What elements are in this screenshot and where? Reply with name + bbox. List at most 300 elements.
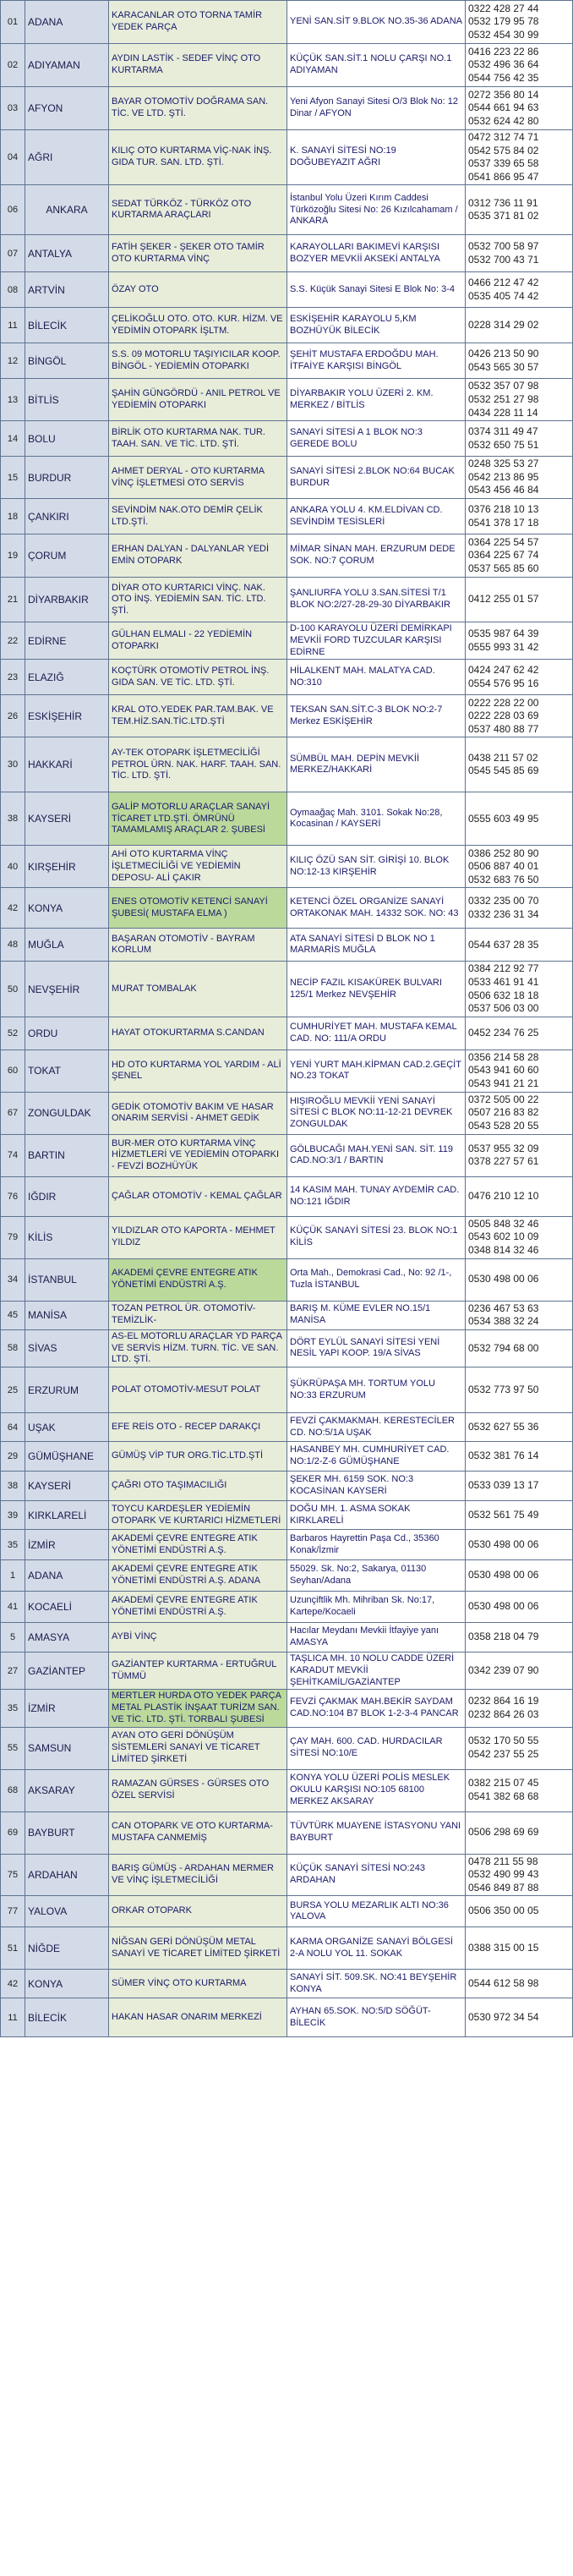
phone-number: 0535 987 64 39 (468, 628, 539, 640)
table-row (1, 1258, 573, 1301)
row-phones (466, 578, 573, 622)
row-phones (466, 343, 573, 379)
phone-number: 0505 848 32 46 (468, 1217, 539, 1230)
row-phones (466, 1472, 573, 1501)
row-city: KONYA (25, 1970, 109, 1998)
row-company: AKADEMİ ÇEVRE ENTEGRE ATIK YÖNETİMİ ENDÜSTRİ A.Ş. (109, 1592, 287, 1623)
row-phones (466, 1769, 573, 1811)
row-address: ŞEKER MH. 6159 SOK. NO:3 KOCASİNAN KAYSERİ (287, 1472, 466, 1501)
row-address: MİMAR SİNAN MAH. ERZURUM DEDE SOK. NO:7 ÇORUM (287, 534, 466, 578)
table-row (1, 185, 573, 235)
phone-number: 0322 428 27 44 (468, 2, 539, 14)
phone-number: 0332 235 00 70 (468, 895, 539, 907)
table-row (1, 1413, 573, 1442)
row-city: KİLİS (25, 1216, 109, 1258)
row-city: BAYBURT (25, 1811, 109, 1854)
table-row (1, 1927, 573, 1970)
phone-number: 0532 381 76 14 (468, 1450, 539, 1462)
row-address: DÖRT EYLÜL SANAYİ SİTESİ YENİ NESİL YAPI KOOP. 19/A SİVAS (287, 1329, 466, 1367)
row-phones (466, 1854, 573, 1896)
phone-number: 0555 603 49 95 (468, 812, 539, 825)
row-company: MURAT TOMBALAK (109, 962, 287, 1017)
phone-number: 0358 218 04 79 (468, 1631, 539, 1643)
table-row (1, 1690, 573, 1727)
row-phones (466, 1092, 573, 1134)
phone-number: 0312 736 11 91 (468, 196, 538, 209)
row-company: POLAT OTOMOTİV-MESUT POLAT (109, 1367, 287, 1413)
row-code: 11 (1, 308, 25, 343)
phone-number: 0506 350 00 05 (468, 1905, 539, 1917)
table-row (1, 1592, 573, 1623)
row-address: ANKARA YOLU 4. KM.ELDİVAN CD. SEVİNDİM TESİSLERİ (287, 499, 466, 534)
row-code: 77 (1, 1896, 25, 1927)
row-address: SANAYİ SİTESİ 2.BLOK NO:64 BUCAK BURDUR (287, 457, 466, 499)
row-company: KRAL OTO.YEDEK PAR.TAM.BAK. VE TEM.HİZ.SAN.TİC.LTD.ŞTİ (109, 695, 287, 737)
row-address: KARAYOLLARI BAKIMEVİ KARŞISI BOZYER MEVKİİ AKSEKİ ANTALYA (287, 235, 466, 272)
row-code: 35 (1, 1690, 25, 1727)
phone-number: 0424 247 62 42 (468, 664, 539, 677)
row-phones (466, 1050, 573, 1092)
phone-number: 0532 170 50 55 (468, 1735, 539, 1747)
row-company: AKADEMİ ÇEVRE ENTEGRE ATIK YÖNETİMİ ENDÜSTRİ A.Ş. (109, 1258, 287, 1301)
row-city: KIRŞEHİR (25, 846, 109, 888)
phone-number: 0532 490 99 43 (468, 1868, 539, 1881)
row-phones (466, 272, 573, 308)
table-row (1, 87, 573, 130)
row-company: HAYAT OTOKURTARMA S.CANDAN (109, 1017, 287, 1050)
phone-number: 0530 972 34 54 (468, 2010, 539, 2023)
row-code: 04 (1, 130, 25, 185)
phone-number: 0537 565 85 60 (468, 562, 539, 574)
row-city: BİTLİS (25, 379, 109, 421)
row-code: 41 (1, 1592, 25, 1623)
table-row (1, 1442, 573, 1472)
table-row (1, 929, 573, 962)
row-address: FEVZİ ÇAKMAKMAH. KERESTECİLER CD. NO:5/1A UŞAK (287, 1413, 466, 1442)
row-company: AKADEMİ ÇEVRE ENTEGRE ATIK YÖNETİMİ ENDÜSTRİ A.Ş. (109, 1530, 287, 1560)
row-company: AKADEMİ ÇEVRE ENTEGRE ATIK YÖNETİMİ ENDÜSTRİ A.Ş. ADANA (109, 1560, 287, 1592)
phone-number: 0530 498 00 06 (468, 1273, 539, 1285)
table-row (1, 379, 573, 421)
phone-number: 0232 864 26 03 (468, 1707, 539, 1720)
phone-number: 0372 505 00 22 (468, 1093, 539, 1105)
row-address: YENİ SAN.SİT 9.BLOK NO.35-36 ADANA (287, 1, 466, 44)
row-city: DİYARBAKIR (25, 578, 109, 622)
table-row (1, 1652, 573, 1690)
row-city: KAYSERİ (25, 1472, 109, 1501)
row-address: ŞÜKRÜPAŞA MH. TORTUM YOLU NO:33 ERZURUM (287, 1367, 466, 1413)
table-row (1, 660, 573, 695)
row-company: AHMET DERYAL - OTO KURTARMA VİNÇ İŞLETMESİ OTO SERVİS (109, 457, 287, 499)
row-code: 06 (1, 185, 25, 235)
row-phones (466, 1896, 573, 1927)
row-code: 60 (1, 1050, 25, 1092)
phone-number: 0506 298 69 69 (468, 1826, 539, 1839)
row-phones (466, 660, 573, 695)
row-phones (466, 534, 573, 578)
row-code: 42 (1, 1970, 25, 1998)
row-code: 76 (1, 1176, 25, 1216)
phone-number: 0545 545 85 69 (468, 765, 539, 777)
row-address: SANAYİ SİT. 509.SK. NO:41 BEYŞEHİR KONYA (287, 1970, 466, 1998)
row-company: DİYAR OTO KURTARICI VİNÇ. NAK. OTO İNŞ. YEDİEMİN SAN. TİC. LTD. ŞTİ. (109, 578, 287, 622)
row-phones (466, 1367, 573, 1413)
row-code: 52 (1, 1017, 25, 1050)
table-row (1, 1472, 573, 1501)
row-address: 14 KASIM MAH. TUNAY AYDEMİR CAD. NO:121 IĞDIR (287, 1176, 466, 1216)
row-city: BİLECİK (25, 1998, 109, 2037)
phone-number: 0544 637 28 35 (468, 938, 539, 951)
row-code: 14 (1, 421, 25, 457)
row-code: 58 (1, 1329, 25, 1367)
phone-number: 0532 650 75 51 (468, 438, 539, 451)
row-code: 07 (1, 235, 25, 272)
row-company: BUR-MER OTO KURTARMA VİNÇ HİZMETLERİ VE YEDİEMİN OTOPARKI - FEVZİ BOZHÜYÜK (109, 1134, 287, 1176)
row-company: ÇELİKOĞLU OTO. OTO. KUR. HİZM. VE YEDİMİN OTOPARK İŞLTM. (109, 308, 287, 343)
row-company: AY-TEK OTOPARK İŞLETMECİLİĞİ PETROL ÜRN. NAK. HARF. TAAH. SAN. TİC. LTD. ŞTİ. (109, 737, 287, 792)
row-code: 38 (1, 1472, 25, 1501)
phone-number: 0342 239 07 90 (468, 1663, 539, 1676)
row-address: AYHAN 65.SOK. NO:5/D SÖĞÜT-BİLECİK (287, 1998, 466, 2037)
phone-number: 0532 454 30 99 (468, 28, 539, 41)
row-code: 08 (1, 272, 25, 308)
table-row (1, 1970, 573, 1998)
row-address: KÜÇÜK SAN.SİT.1 NOLU ÇARŞI NO.1 ADIYAMAN (287, 44, 466, 87)
row-code: 42 (1, 888, 25, 929)
row-city: ÇANKIRI (25, 499, 109, 534)
phone-number: 0544 756 42 35 (468, 71, 539, 84)
row-company: MERTLER HURDA OTO YEDEK PARÇA METAL PLASTİK İNŞAAT TURİZM SAN. VE TİC. LTD. ŞTİ. TORBALI ŞUBESİ (109, 1690, 287, 1727)
phone-number: 0466 212 47 42 (468, 277, 539, 289)
row-city: ADANA (25, 1, 109, 44)
row-code: 23 (1, 660, 25, 695)
row-city: KAYSERİ (25, 792, 109, 846)
phone-number: 0532 624 42 80 (468, 114, 539, 127)
row-phones (466, 457, 573, 499)
row-code: 13 (1, 379, 25, 421)
row-company: ŞAHİN GÜNGÖRDÜ - ANIL PETROL VE YEDİEMİN OTOPARKI (109, 379, 287, 421)
phone-number: 0530 498 00 06 (468, 1537, 539, 1550)
phone-number: 0537 480 88 77 (468, 722, 539, 735)
row-company: KARACANLAR OTO TORNA TAMİR YEDEK PARÇA (109, 1, 287, 44)
row-phones (466, 962, 573, 1017)
phone-number: 0382 215 07 45 (468, 1777, 539, 1789)
row-code: 35 (1, 1530, 25, 1560)
row-city: İZMİR (25, 1530, 109, 1560)
row-city: BURDUR (25, 457, 109, 499)
row-address: CUMHURİYET MAH. MUSTAFA KEMAL CAD. NO: 111/A ORDU (287, 1017, 466, 1050)
phone-number: 0384 212 92 77 (468, 962, 539, 975)
row-address: ÇAY MAH. 600. CAD. HURDACILAR SİTESİ NO:10/E (287, 1727, 466, 1769)
table-row (1, 130, 573, 185)
phone-number: 0348 814 32 46 (468, 1243, 539, 1256)
table-row (1, 1854, 573, 1896)
table-row (1, 1367, 573, 1413)
table-row (1, 499, 573, 534)
phone-number: 0228 314 29 02 (468, 319, 539, 332)
row-address: S.S. Küçük Sanayi Sitesi E Blok No: 3-4 (287, 272, 466, 308)
row-code: 75 (1, 1854, 25, 1896)
row-city: YALOVA (25, 1896, 109, 1927)
row-address: YENİ YURT MAH.KİPMAN CAD.2.GEÇİT NO.23 TOKAT (287, 1050, 466, 1092)
phone-number: 0452 234 76 25 (468, 1026, 539, 1039)
row-city: ADIYAMAN (25, 44, 109, 87)
row-phones (466, 1623, 573, 1652)
row-code: 27 (1, 1652, 25, 1690)
row-company: RAMAZAN GÜRSES - GÜRSES OTO ÖZEL SERVİSİ (109, 1769, 287, 1811)
row-code: 67 (1, 1092, 25, 1134)
table-row (1, 1727, 573, 1769)
row-company: AYDIN LASTİK - SEDEF VİNÇ OTO KURTARMA (109, 44, 287, 87)
row-city: AMASYA (25, 1623, 109, 1652)
row-address: KETENCİ ÖZEL ORGANİZE SANAYİ ORTAKONAK MAH. 14332 SOK. NO: 43 (287, 888, 466, 929)
row-code: 45 (1, 1301, 25, 1329)
row-company: BARIŞ GÜMÜŞ - ARDAHAN MERMER VE VİNÇ İŞLETMECİLİĞİ (109, 1854, 287, 1896)
service-table-body (1, 1, 573, 2037)
row-city: TOKAT (25, 1050, 109, 1092)
row-address: TÜVTÜRK MUAYENE İSTASYONU YANI BAYBURT (287, 1811, 466, 1854)
row-phones (466, 1134, 573, 1176)
row-city: ESKİŞEHİR (25, 695, 109, 737)
table-row (1, 622, 573, 660)
phone-number: 0542 213 86 95 (468, 470, 539, 483)
row-company: AS-EL MOTORLU ARAÇLAR YD PARÇA VE SERVİS HİZM. TURN. TİC. VE SAN. LTD. ŞTİ. (109, 1329, 287, 1367)
table-row (1, 1, 573, 44)
row-code: 40 (1, 846, 25, 888)
phone-number: 0554 576 95 16 (468, 677, 539, 689)
row-phones (466, 1530, 573, 1560)
row-city: ARDAHAN (25, 1854, 109, 1896)
row-company: EFE REİS OTO - RECEP DARAKÇI (109, 1413, 287, 1442)
table-row (1, 343, 573, 379)
row-city: SAMSUN (25, 1727, 109, 1769)
phone-number: 0232 864 16 19 (468, 1695, 539, 1707)
table-row (1, 1623, 573, 1652)
row-phones (466, 1560, 573, 1592)
row-city: ANTALYA (25, 235, 109, 272)
row-city: ERZURUM (25, 1367, 109, 1413)
row-city: NEVŞEHİR (25, 962, 109, 1017)
row-phones (466, 235, 573, 272)
row-code: 74 (1, 1134, 25, 1176)
row-city: IĞDIR (25, 1176, 109, 1216)
table-row (1, 1017, 573, 1050)
phone-number: 0532 700 58 97 (468, 240, 539, 253)
row-code: 50 (1, 962, 25, 1017)
row-code: 25 (1, 1367, 25, 1413)
phone-number: 0535 371 81 02 (468, 210, 539, 222)
row-code: 15 (1, 457, 25, 499)
phone-number: 0532 794 68 00 (468, 1341, 539, 1354)
phone-number: 0416 223 22 86 (468, 45, 539, 58)
row-city: AFYON (25, 87, 109, 130)
row-address: Oymaağaç Mah. 3101. Sokak No:28, Kocasinan / KAYSERİ (287, 792, 466, 846)
row-company: AYAN OTO GERİ DÖNÜŞÜM SİSTEMLERİ SANAYİ VE TİCARET LİMİTED ŞİRKETİ (109, 1727, 287, 1769)
row-phones (466, 87, 573, 130)
phone-number: 0543 456 46 84 (468, 484, 539, 496)
phone-number: 0374 311 49 47 (468, 425, 538, 438)
phone-number: 0388 315 00 15 (468, 1941, 539, 1954)
row-company: KOÇTÜRK OTOMOTİV PETROL İNŞ. GIDA SAN. VE TİC. LTD. ŞTİ. (109, 660, 287, 695)
phone-number: 0532 179 95 78 (468, 15, 539, 28)
row-phones (466, 1998, 573, 2037)
phone-number: 0532 627 55 36 (468, 1420, 539, 1433)
row-company: ÇAĞLAR OTOMOTİV - KEMAL ÇAĞLAR (109, 1176, 287, 1216)
table-row (1, 1998, 573, 2037)
row-address: BURSA YOLU MEZARLIK ALTI NO:36 YALOVA (287, 1896, 466, 1927)
row-company: FATİH ŞEKER - ŞEKER OTO TAMİR OTO KURTARMA VİNÇ (109, 235, 287, 272)
row-code: 21 (1, 578, 25, 622)
row-address: HİLALKENT MAH. MALATYA CAD. NO:310 (287, 660, 466, 695)
row-code: 79 (1, 1216, 25, 1258)
phone-number: 0544 661 94 63 (468, 101, 539, 114)
row-city: NİĞDE (25, 1927, 109, 1970)
table-row (1, 534, 573, 578)
row-company: TOZAN PETROL ÜR. OTOMOTİV-TEMİZLİK- (109, 1301, 287, 1329)
row-address: HIŞIROĞLU MEVKİİ YENİ SANAYİ SİTESİ C BLOK NO:11-12-21 DEVREK ZONGULDAK (287, 1092, 466, 1134)
table-row (1, 457, 573, 499)
table-row (1, 695, 573, 737)
phone-number: 0532 561 75 49 (468, 1508, 539, 1521)
row-code: 64 (1, 1413, 25, 1442)
row-company: S.S. 09 MOTORLU TAŞIYICILAR KOOP. BİNGÖL - YEDİEMİN OTOPARKI (109, 343, 287, 379)
table-row (1, 1811, 573, 1854)
phone-number: 0378 227 57 61 (468, 1155, 539, 1168)
row-phones (466, 1, 573, 44)
row-city: HAKKARİ (25, 737, 109, 792)
phone-number: 0356 214 58 28 (468, 1050, 539, 1063)
row-address: KÜÇÜK SANAYİ SİTESİ NO:243 ARDAHAN (287, 1854, 466, 1896)
phone-number: 0543 565 30 57 (468, 360, 539, 373)
row-city: BARTIN (25, 1134, 109, 1176)
phone-number: 0532 700 43 71 (468, 253, 539, 266)
row-address: Hacılar Meydanı Mevkii İtfayiye yanı AMASYA (287, 1623, 466, 1652)
row-city: İZMİR (25, 1690, 109, 1727)
row-phones (466, 846, 573, 888)
table-row (1, 1216, 573, 1258)
row-address: Yeni Afyon Sanayi Sitesi O/3 Blok No: 12 Dinar / AFYON (287, 87, 466, 130)
row-code: 22 (1, 622, 25, 660)
table-row (1, 962, 573, 1017)
row-city: UŞAK (25, 1413, 109, 1442)
row-phones (466, 44, 573, 87)
row-city: ANKARA (25, 185, 109, 235)
phone-number: 0543 941 21 21 (468, 1077, 539, 1090)
phone-number: 0506 887 40 01 (468, 860, 539, 873)
row-address: 55029. Sk. No:2, Sakarya, 01130 Seyhan/Adana (287, 1560, 466, 1592)
phone-number: 0530 498 00 06 (468, 1600, 539, 1613)
row-code: 5 (1, 1623, 25, 1652)
table-row (1, 235, 573, 272)
table-row (1, 1092, 573, 1134)
table-row (1, 1050, 573, 1092)
row-address: KILIÇ ÖZÜ SAN SİT. GİRİŞİ 10. BLOK NO:12-13 KIRŞEHİR (287, 846, 466, 888)
phone-number: 0530 498 00 06 (468, 1569, 539, 1581)
phone-number: 0386 252 80 90 (468, 847, 539, 859)
row-company: GÜLHAN ELMALI - 22 YEDİEMİN OTOPARKI (109, 622, 287, 660)
row-company: SEVİNDİM NAK.OTO DEMİR ÇELİK LTD.ŞTİ. (109, 499, 287, 534)
phone-number: 0222 228 22 00 (468, 696, 539, 709)
row-address: KONYA YOLU ÜZERİ POLİS MESLEK OKULU KARŞISI NO:105 68100 MERKEZ AKSARAY (287, 1769, 466, 1811)
row-city: ARTVİN (25, 272, 109, 308)
table-row (1, 1560, 573, 1592)
row-code: 30 (1, 737, 25, 792)
row-code: 12 (1, 343, 25, 379)
row-phones (466, 1727, 573, 1769)
row-city: ÇORUM (25, 534, 109, 578)
row-address: ŞEHİT MUSTAFA ERDOĞDU MAH. İTFAİYE KARŞISI BİNGÖL (287, 343, 466, 379)
row-phones (466, 1176, 573, 1216)
row-phones (466, 1970, 573, 1998)
phone-number: 0532 251 27 98 (468, 392, 539, 405)
row-phones (466, 1501, 573, 1530)
phone-number: 0364 225 54 57 (468, 535, 539, 548)
row-address: DOĞU MH. 1. ASMA SOKAK KIRKLARELİ (287, 1501, 466, 1530)
row-code: 34 (1, 1258, 25, 1301)
row-phones (466, 1258, 573, 1301)
row-company: ÇAĞRI OTO TAŞIMACILIĞI (109, 1472, 287, 1501)
row-company: SÜMER VİNÇ OTO KURTARMA (109, 1970, 287, 1998)
row-phones (466, 695, 573, 737)
row-city: MUĞLA (25, 929, 109, 962)
phone-number: 0472 312 74 71 (468, 131, 539, 143)
row-city: BOLU (25, 421, 109, 457)
phone-number: 0364 225 67 74 (468, 549, 539, 562)
table-row (1, 1176, 573, 1216)
table-row (1, 1501, 573, 1530)
phone-number: 0543 602 10 09 (468, 1230, 539, 1243)
row-phones (466, 1301, 573, 1329)
row-phones (466, 1652, 573, 1690)
row-code: 29 (1, 1442, 25, 1472)
row-company: HD OTO KURTARMA YOL YARDIM - ALİ ŞENEL (109, 1050, 287, 1092)
row-address: GÖLBUCAĞI MAH.YENİ SAN. SİT. 119 CAD.NO:3/1 / BARTIN (287, 1134, 466, 1176)
row-city: ZONGULDAK (25, 1092, 109, 1134)
row-company: AYBİ VİNÇ (109, 1623, 287, 1652)
row-company: ERHAN DALYAN - DALYANLAR YEDİ EMİN OTOPARK (109, 534, 287, 578)
row-phones (466, 1927, 573, 1970)
table-row (1, 272, 573, 308)
row-phones (466, 185, 573, 235)
row-address: TAŞLICA MH. 10 NOLU CADDE ÜZERİ KARADUT MEVKİİ ŞEHİTKAMİL/GAZİANTEP (287, 1652, 466, 1690)
phone-number: 0236 467 53 63 (468, 1302, 539, 1314)
row-address: HASANBEY MH. CUMHURİYET CAD. NO:1/2-Z-6 GÜMÜŞHANE (287, 1442, 466, 1472)
row-phones (466, 1329, 573, 1367)
row-city: AKSARAY (25, 1769, 109, 1811)
row-company: ORKAR OTOPARK (109, 1896, 287, 1927)
phone-number: 0543 528 20 55 (468, 1120, 539, 1132)
phone-number: 0542 237 55 25 (468, 1748, 539, 1760)
row-company: SEDAT TÜRKÖZ - TÜRKÖZ OTO KURTARMA ARAÇLARI (109, 185, 287, 235)
row-company: BAŞARAN OTOMOTİV - BAYRAM KORLUM (109, 929, 287, 962)
row-company: BİRLİK OTO KURTARMA NAK. TUR. TAAH. SAN. VE TİC. LTD. ŞTİ. (109, 421, 287, 457)
phone-number: 0532 773 97 50 (468, 1383, 539, 1395)
table-row (1, 1134, 573, 1176)
row-company: ÖZAY OTO (109, 272, 287, 308)
row-code: 38 (1, 792, 25, 846)
table-row (1, 44, 573, 87)
phone-number: 0222 228 03 69 (468, 710, 539, 722)
row-address: K. SANAYİ SİTESİ NO:19 DOĞUBEYAZIT AĞRI (287, 130, 466, 185)
phone-number: 0438 211 57 02 (468, 751, 538, 764)
phone-number: 0535 405 74 42 (468, 289, 539, 302)
row-company: CAN OTOPARK VE OTO KURTARMA-MUSTAFA CANMEMİŞ (109, 1811, 287, 1854)
row-code: 1 (1, 1560, 25, 1592)
phone-number: 0541 382 68 68 (468, 1790, 539, 1802)
row-code: 11 (1, 1998, 25, 2037)
table-row (1, 792, 573, 846)
row-phones (466, 1216, 573, 1258)
